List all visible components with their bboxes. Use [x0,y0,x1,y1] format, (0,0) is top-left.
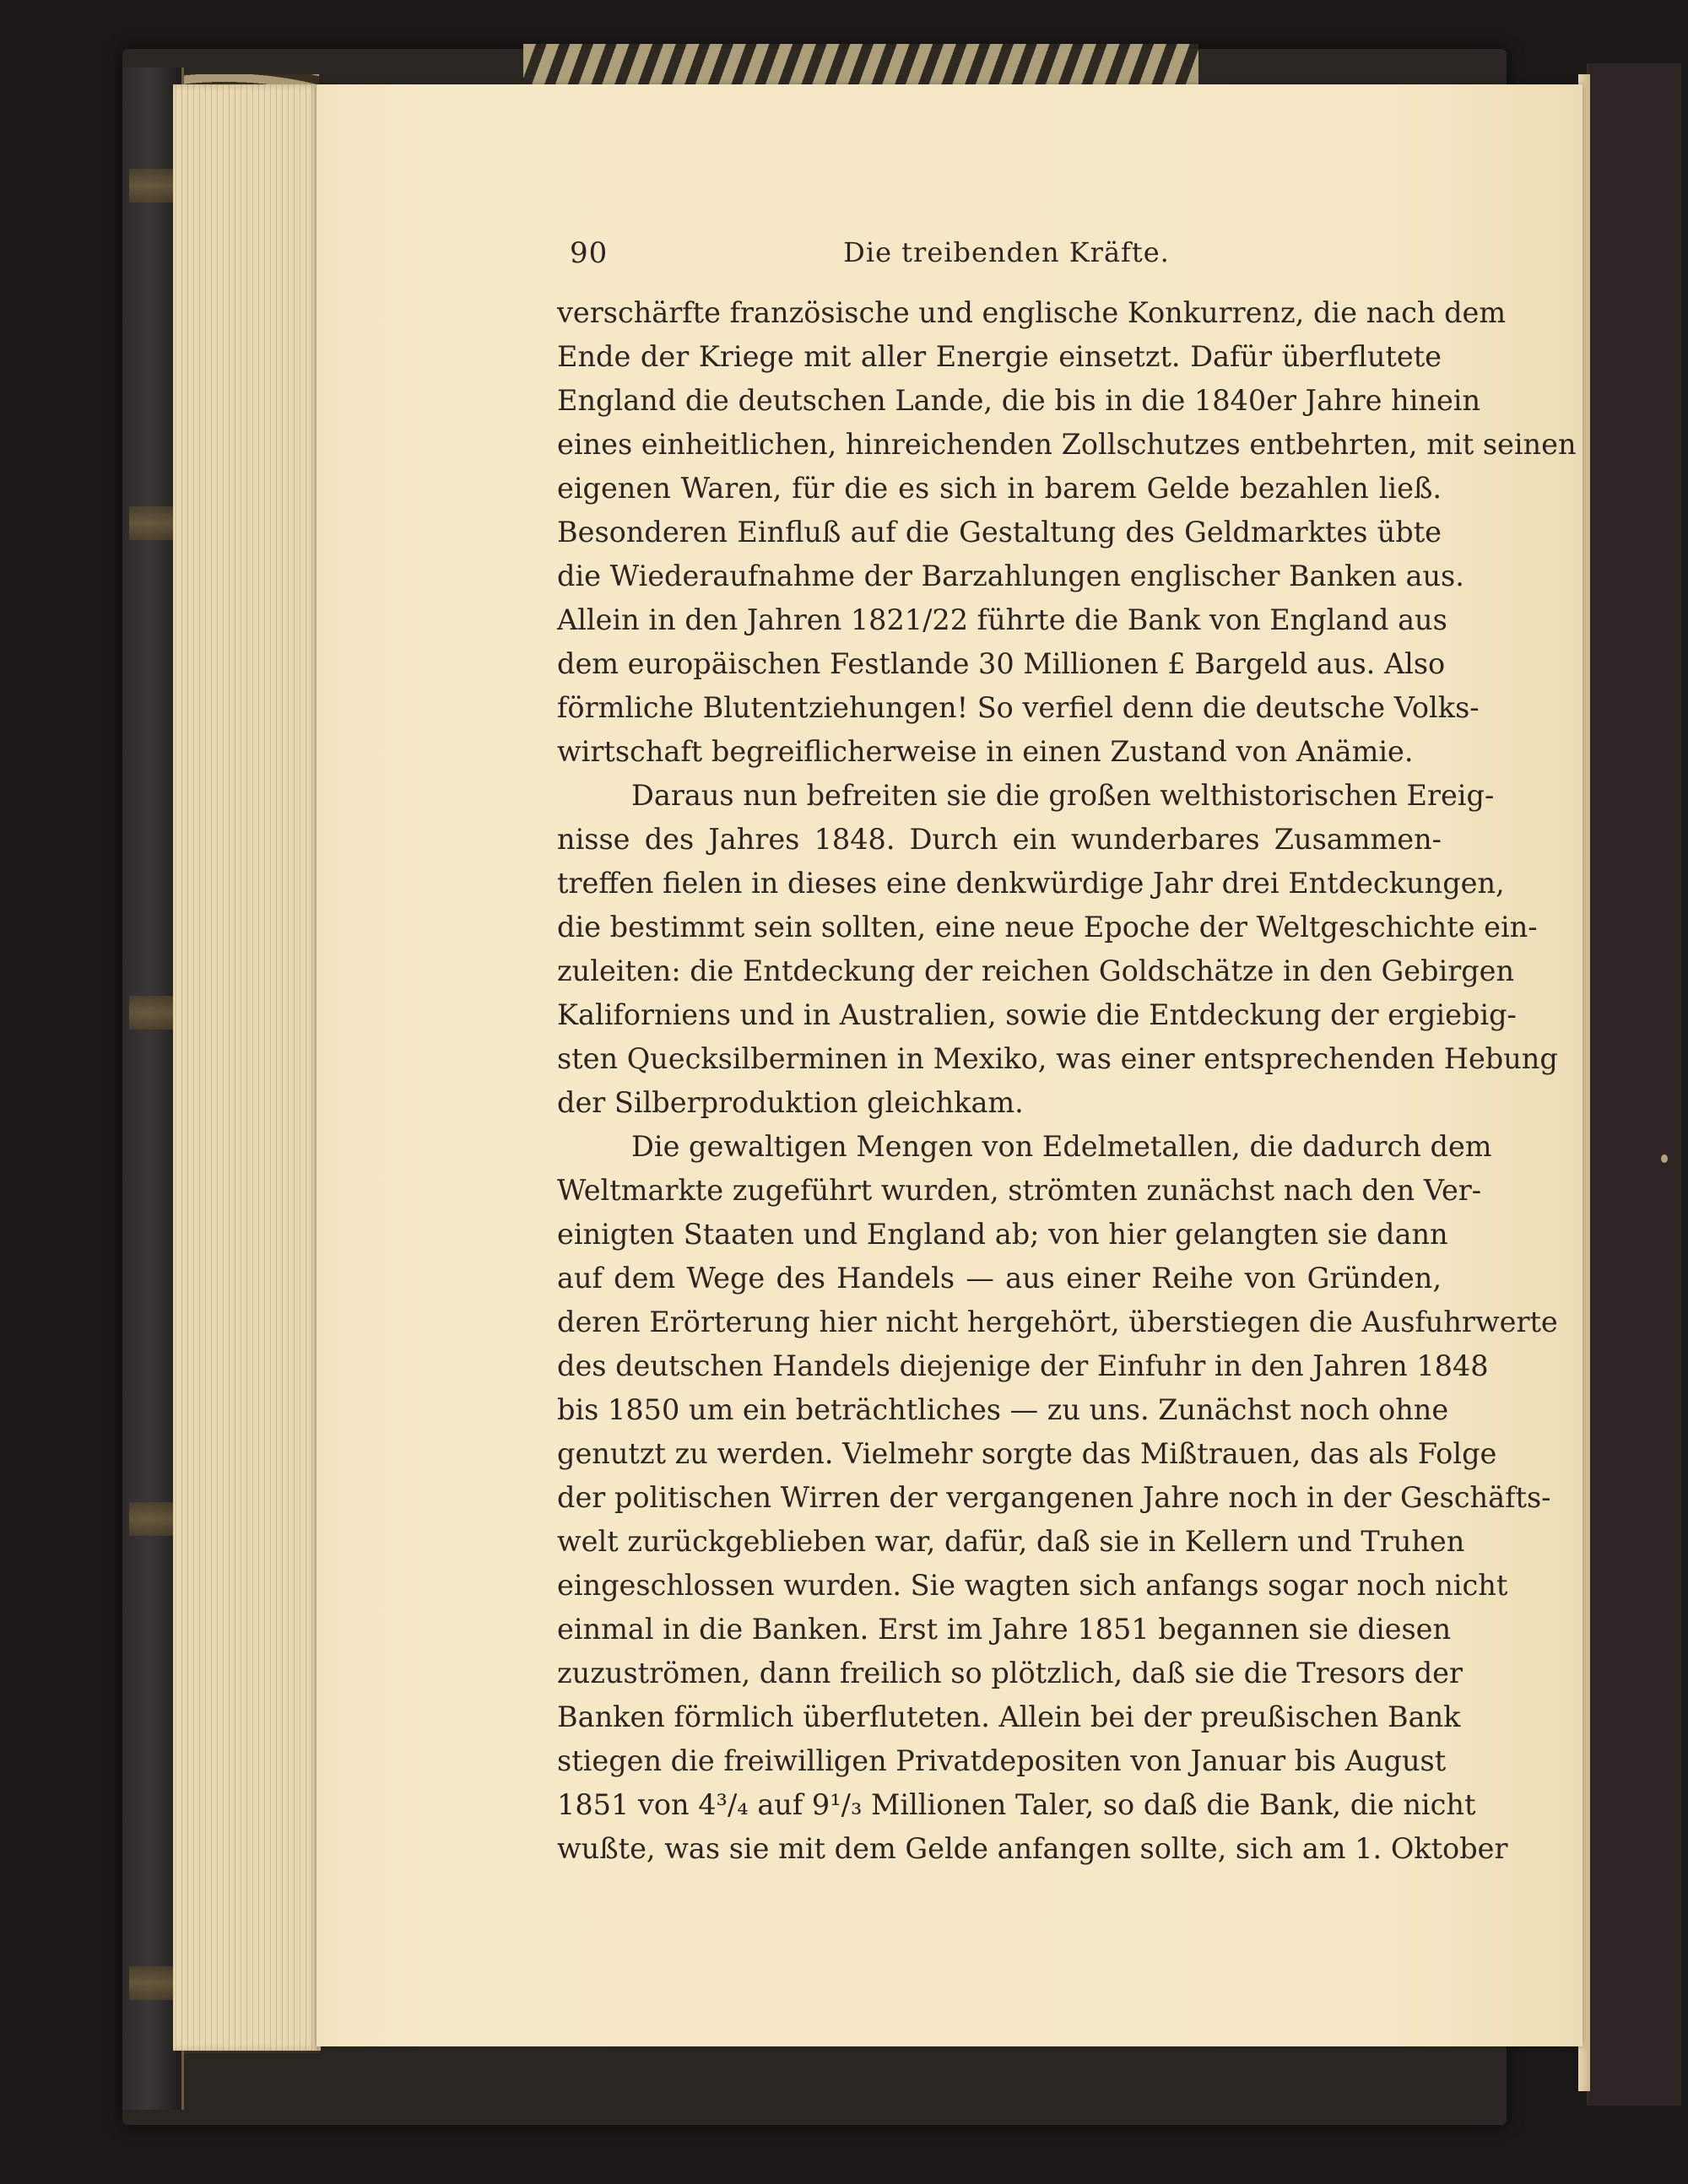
text-line: welt zurückgeblieben war, dafür, daß sie in Kellern und Truhen [557,1525,1465,1558]
text-line: Ende der Kriege mit aller Energie einsetzt. Dafür überflutete [557,340,1442,373]
text-line: eines einheitlichen, hinreichenden Zollschutzes entbehrten, mit seinen [557,428,1577,461]
text-line: die bestimmt sein sollten, eine neue Epoche der Weltgeschichte ein- [557,911,1538,943]
text-line: Allein in den Jahren 1821/22 führte die Bank von England aus [557,603,1447,636]
text-line: bis 1850 um ein beträchtliches — zu uns. Zunächst noch ohne [557,1393,1449,1426]
running-head: Die treibenden Kräfte. [843,236,1170,268]
text-line: zuleiten: die Entdeckung der reichen Goldschätze in den Gebirgen [557,954,1515,987]
text-line: Daraus nun befreiten sie die großen welthistorischen Ereig- [631,779,1495,812]
text-line: des deutschen Handels diejenige der Einfuhr in den Jahren 1848 [557,1349,1489,1382]
text-line: stiegen die freiwilligen Privatdepositen von Januar bis August [557,1744,1447,1777]
text-line: deren Erörterung hier nicht hergehört, überstiegen die Ausfuhrwerte [557,1306,1558,1338]
text-line: verschärfte französische und englische Konkurrenz, die nach dem [557,296,1507,329]
text-line: förmliche Blutentziehungen! So verfiel denn die deutsche Volks- [557,691,1480,724]
text-line: wirtschaft begreiflicherweise in einen Zustand von Anämie. [557,735,1414,768]
page-header [570,228,1443,278]
page-number: 90 [570,236,609,270]
text-line: eingeschlossen wurden. Sie wagten sich anfangs sogar noch nicht [557,1569,1508,1602]
text-line: genutzt zu werden. Vielmehr sorgte das Mißtrauen, das als Folge [557,1437,1497,1470]
text-line: sten Quecksilberminen in Mexiko, was einer entsprechenden Hebung [557,1042,1558,1075]
text-line: der Silberproduktion gleichkam. [557,1086,1024,1119]
marbled-endpaper-top [523,44,1198,86]
text-line: Weltmarkte zugeführt wurden, strömten zunächst nach den Ver- [557,1174,1482,1207]
page-stack [173,84,321,2051]
text-line: wußte, was sie mit dem Gelde anfangen sollte, sich am 1. Oktober [557,1832,1508,1865]
back-board [1587,63,1681,2106]
text-line: Kaliforniens und in Australien, sowie die Entdeckung der ergiebig- [557,998,1517,1031]
body-text [557,291,1577,1871]
text-line: eigenen Waren, für die es sich in barem Gelde bezahlen ließ. [557,472,1442,505]
text-line: England die deutschen Lande, die bis in die 1840er Jahre hinein [557,384,1481,417]
text-line: Besonderen Einfluß auf die Gestaltung des Geldmarktes übte [557,516,1442,549]
text-line: einmal in die Banken. Erst im Jahre 1851 begannen sie diesen [557,1613,1452,1646]
text-line: 1851 von 4³/₄ auf 9¹/₃ Millionen Taler, so daß die Bank, die nicht [557,1788,1476,1821]
text-line: dem europäischen Festlande 30 Millionen £ Bargeld aus. Also [557,647,1446,680]
paper-blemish [1661,1154,1668,1163]
text-line: auf dem Wege des Handels — aus einer Reihe von Gründen, [557,1262,1442,1295]
text-line: die Wiederaufnahme der Barzahlungen englischer Banken aus. [557,560,1464,592]
text-line: der politischen Wirren der vergangenen Jahre noch in der Geschäfts- [557,1481,1551,1514]
text-line: treffen fielen in dieses eine denkwürdige Jahr drei Entdeckungen, [557,867,1505,900]
text-line: nisse des Jahres 1848. Durch ein wunderbares Zusammen- [557,823,1442,856]
text-line: einigten Staaten und England ab; von hier gelangten sie dann [557,1218,1448,1251]
text-line: Die gewaltigen Mengen von Edelmetallen, die dadurch dem [631,1130,1492,1163]
text-line: Banken förmlich überfluteten. Allein bei der preußischen Bank [557,1700,1461,1733]
text-line: zuzuströmen, dann freilich so plötzlich, daß sie die Tresors der [557,1657,1463,1689]
